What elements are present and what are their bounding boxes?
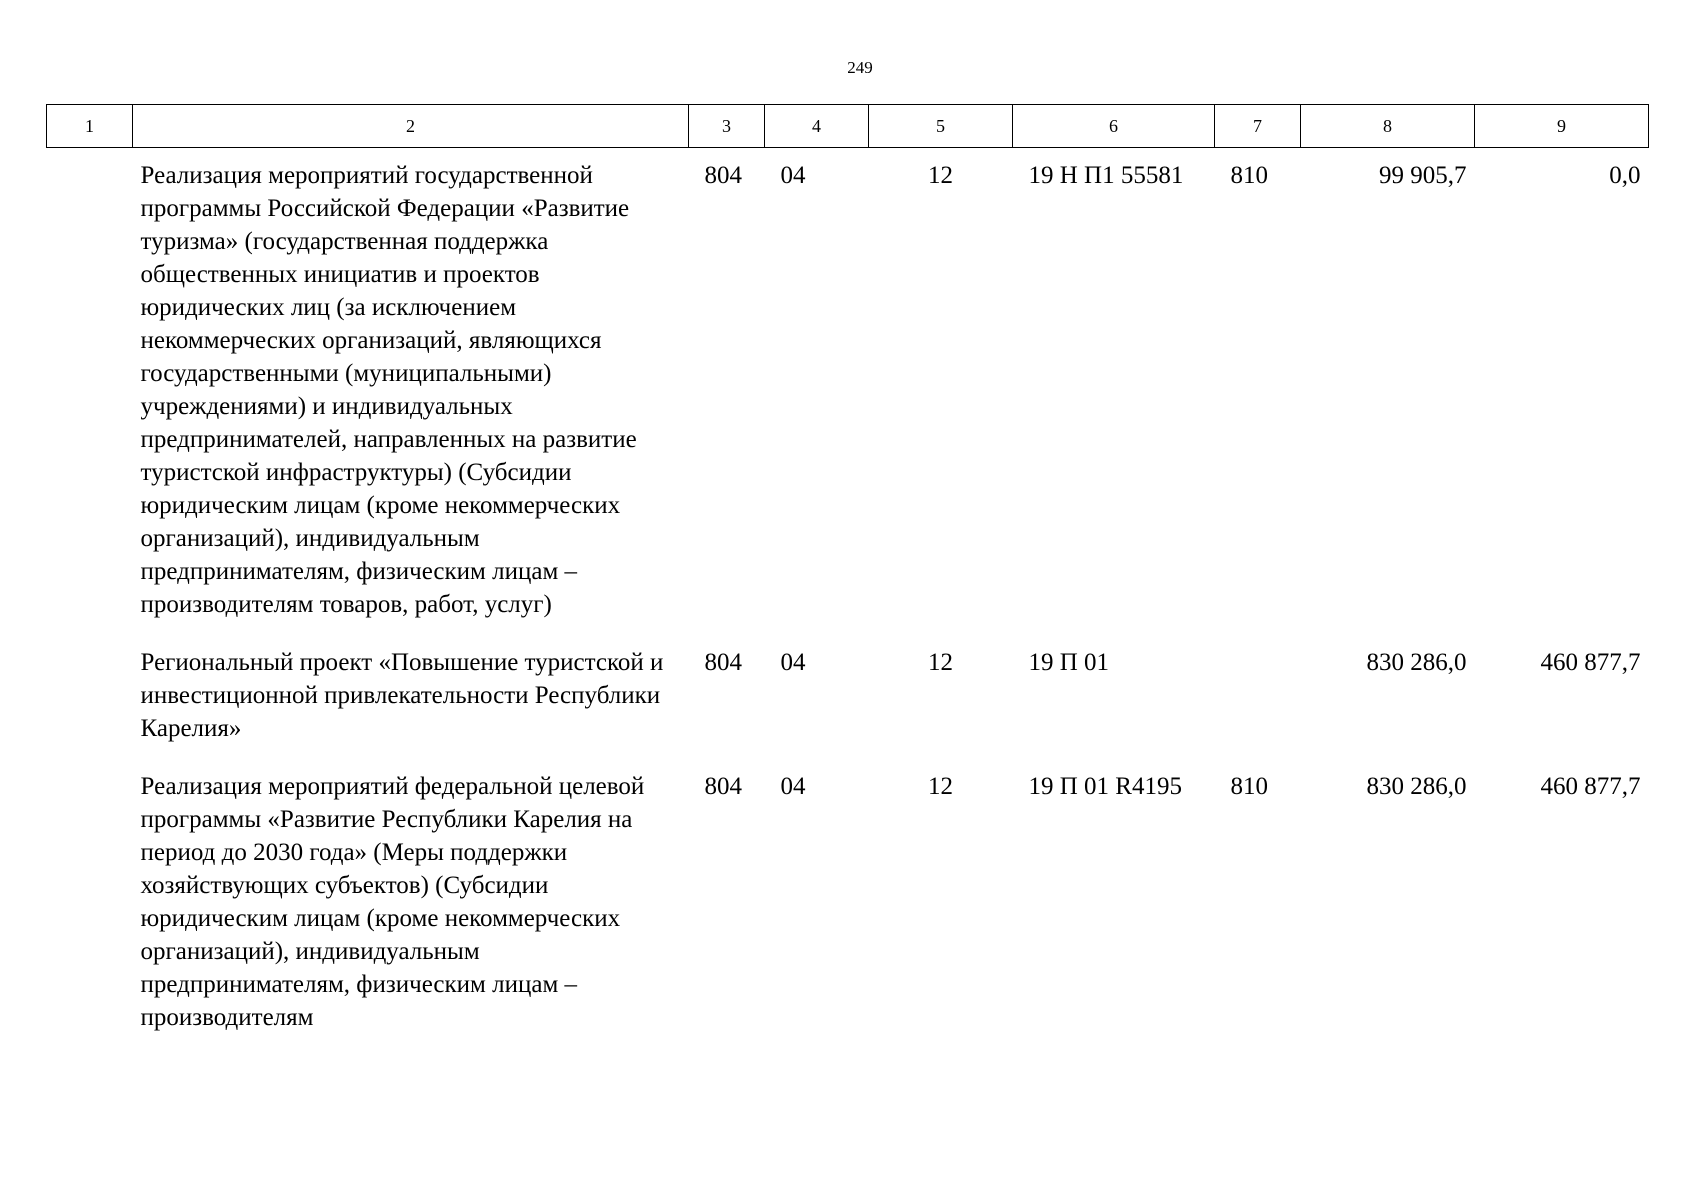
ved-code-cell: 804 xyxy=(704,162,742,189)
row-number-cell xyxy=(47,759,133,1048)
budget-table xyxy=(46,104,1649,1048)
column-header-6: 6 xyxy=(1013,105,1215,148)
amount-2-cell: 460 877,7 xyxy=(1540,649,1641,676)
section-code-cell: 04 xyxy=(780,649,806,676)
ved-code-cell: 804 xyxy=(704,773,742,800)
row-number-cell xyxy=(47,635,133,759)
target-article-cell: 19 П 01 R4195 xyxy=(1028,773,1182,800)
amount-2-cell: 460 877,7 xyxy=(1540,773,1641,800)
table-row xyxy=(47,148,1649,636)
item-name-cell: Региональный проект «Повышение туристской и инвестиционной привлекательности Республики Карелия» xyxy=(140,649,664,742)
subsection-code-cell: 12 xyxy=(928,649,953,676)
expense-type-cell: 810 xyxy=(1230,773,1268,800)
item-name-cell: Реализация мероприятий государственной программы Российской Федерации «Развитие туризма» (государственная поддержка общественных инициатив и проектов юридических лиц (за исключением некоммерческих организаций, являющихся государственными (муниципальными) учреждениями) и индивидуальных предпринимателей, направленных на развитие туристской инфраструктуры) (Субсидии юридическим лицам (кроме некоммерческих организаций), индивидуальным предпринимателям, физическим лицам – производителям товаров, работ, услуг) xyxy=(140,162,637,618)
table-row xyxy=(47,759,1649,1048)
subsection-code-cell: 12 xyxy=(928,773,953,800)
amount-1-cell: 99 905,7 xyxy=(1379,162,1467,189)
page-number: 249 xyxy=(847,58,873,77)
column-header-1: 1 xyxy=(47,105,133,148)
subsection-code-cell: 12 xyxy=(928,162,953,189)
column-header-5: 5 xyxy=(869,105,1013,148)
row-number-cell xyxy=(47,148,133,636)
ved-code-cell: 804 xyxy=(704,649,742,676)
column-header-8: 8 xyxy=(1301,105,1475,148)
table-row xyxy=(47,635,1649,759)
column-header-3: 3 xyxy=(689,105,765,148)
section-code-cell: 04 xyxy=(780,162,806,189)
amount-2-cell: 0,0 xyxy=(1609,162,1641,189)
target-article-cell: 19 П 01 xyxy=(1028,649,1110,676)
column-header-7: 7 xyxy=(1215,105,1301,148)
amount-1-cell: 830 286,0 xyxy=(1366,773,1467,800)
column-number-header-row xyxy=(47,105,1649,148)
amount-1-cell: 830 286,0 xyxy=(1366,649,1467,676)
expense-type-cell: 810 xyxy=(1230,162,1268,189)
target-article-cell: 19 Н П1 55581 xyxy=(1028,162,1184,189)
column-header-2: 2 xyxy=(133,105,689,148)
section-code-cell: 04 xyxy=(780,773,806,800)
column-header-9: 9 xyxy=(1475,105,1649,148)
item-name-cell: Реализация мероприятий федеральной целевой программы «Развитие Республики Карелия на период до 2030 года» (Меры поддержки хозяйствующих субъектов) (Субсидии юридическим лицам (кроме некоммерческих организаций), индивидуальным предпринимателям, физическим лицам – производителям xyxy=(140,773,645,1031)
column-header-4: 4 xyxy=(765,105,869,148)
expense-type-cell xyxy=(1215,635,1301,759)
